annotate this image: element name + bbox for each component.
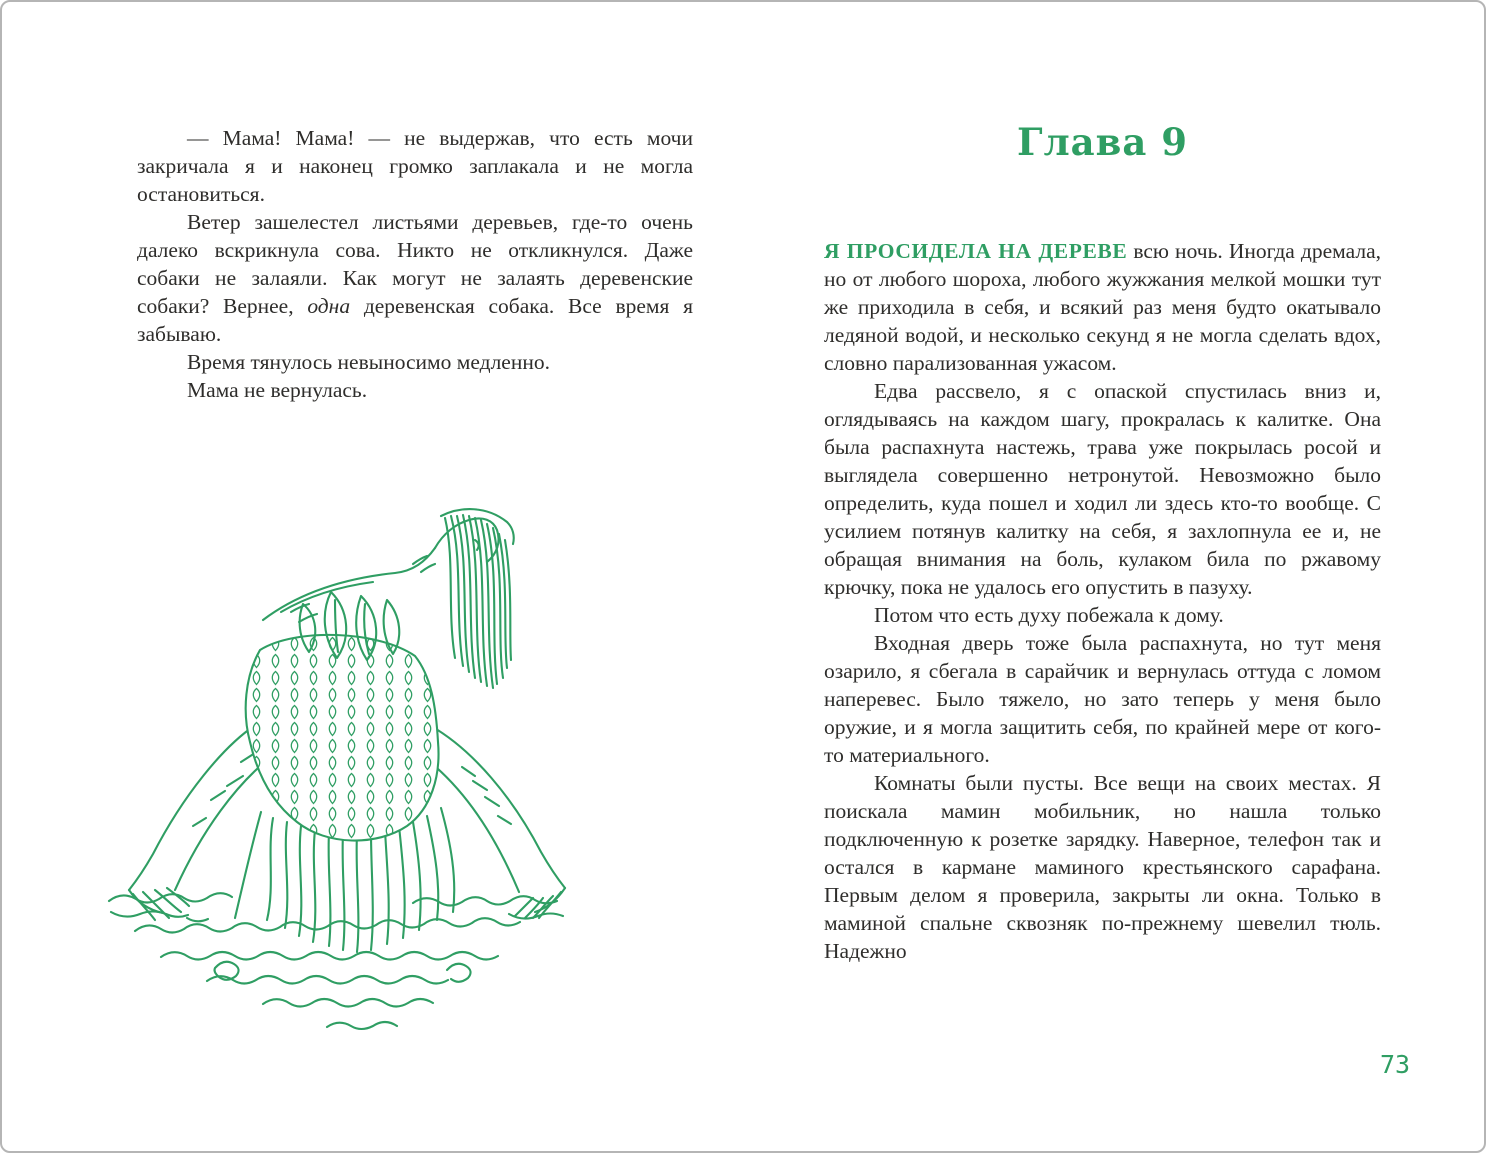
paragraph-text: деревенская собака. Все время я забываю.	[137, 294, 693, 346]
paragraph: Потом что есть духу побежала к дому.	[874, 603, 1224, 627]
illustration-leaf-figure	[95, 500, 713, 1060]
right-text-block	[824, 237, 1381, 965]
paragraph: Входная дверь тоже была распахнута, но тут меня озарило, я сбегала в сарайчик и вернулась оттуда с ломом наперевес. Было тяжело, но зато теперь у меня было оружие, и я могла защитить себя, по крайней мере от кого-то материального.	[824, 631, 1381, 767]
paragraph: Время тянулось невыносимо медленно.	[187, 350, 550, 374]
paragraph: Едва рассвело, я с опаской спустилась вниз и, оглядываясь на каждом шагу, прокралась к калитке. Она была распахнута настежь, трава уже покрылась росой и выглядела совершенно нетронутой. Невозможно было определить, куда пошел и ходил ли здесь кто-то вообще. С усилием потянув калитку на себя, я захлопнула ее и, не обращая внимания на боль, кулаком била по ржавому крючку, пока не удалось его опустить в пазуху.	[824, 379, 1381, 599]
paragraph: Комнаты были пусты. Все вещи на своих местах. Я поискала мамин мобильник, но нашла только подключенную к розетке зарядку. Наверное, телефон так и остался в кармане маминого крестьянского сарафана. Первым делом я проверила, закрыты ли окна. Только в маминой спальне сквозняк по-прежнему шевелил тюль. Надежно	[824, 771, 1381, 963]
italic-word: одна	[307, 294, 351, 318]
paragraph: — Мама! Мама! — не выдержав, что есть мочи закричала я и наконец громко заплакала и не могла остановиться.	[137, 126, 693, 206]
chapter-title: Глава 9	[1017, 120, 1188, 164]
left-text-block	[137, 124, 693, 404]
paragraph	[137, 208, 693, 348]
paragraph	[824, 237, 1381, 377]
paragraph-text: Ветер зашелестел листьями деревьев, где-то очень далеко вскрикнула сова. Никто не откликнулся. Даже собаки не залаяли. Как могут не залаять деревенские собаки? Вернее,	[137, 210, 693, 318]
paragraph-text: всю ночь. Иногда дремала, но от любого шороха, любого жужжания мелкой мошки тут же приходила в себя, и всякий раз меня будто окатывало ледяной водой, и несколько секунд я не могла сделать вдох, словно парализованная ужасом.	[824, 239, 1381, 375]
paragraph: Мама не вернулась.	[187, 378, 368, 402]
page-number: 73	[1380, 1050, 1411, 1079]
lead-in-caps: Я ПРОСИДЕЛА НА ДЕРЕВЕ	[824, 239, 1128, 263]
